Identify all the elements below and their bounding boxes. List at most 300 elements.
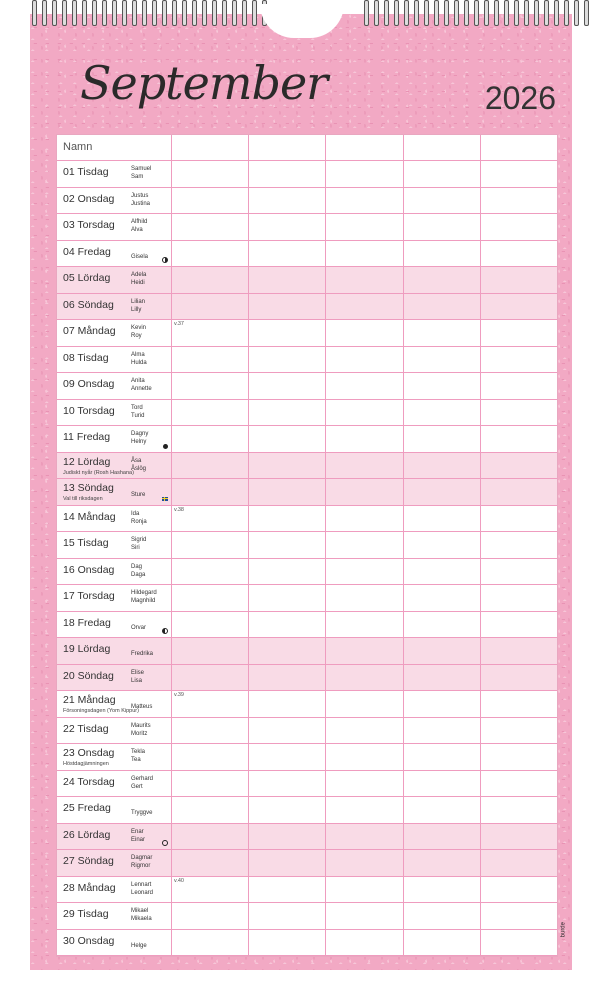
name-day: Daga	[131, 571, 146, 578]
day-row	[57, 267, 557, 294]
entry-cell[interactable]	[326, 320, 403, 346]
entry-cell[interactable]	[404, 877, 481, 903]
name-day: Gert	[131, 783, 143, 790]
entry-cell[interactable]	[249, 638, 326, 664]
entry-cell[interactable]	[326, 903, 403, 929]
name-day: Åslög	[131, 465, 147, 472]
entry-cell[interactable]	[481, 691, 557, 717]
entry-cell[interactable]	[326, 797, 403, 823]
entry-cell[interactable]	[404, 426, 481, 452]
entry-cell[interactable]	[249, 479, 326, 505]
entry-cell[interactable]	[404, 532, 481, 558]
entry-cell[interactable]	[172, 665, 249, 691]
entry-cell[interactable]	[249, 506, 326, 532]
name-day: Gerhard	[131, 775, 154, 782]
entry-cell[interactable]	[249, 188, 326, 214]
entry-cell[interactable]	[249, 161, 326, 187]
entry-cell[interactable]	[326, 479, 403, 505]
name-day: Roy	[131, 333, 142, 339]
entry-cell[interactable]	[481, 267, 557, 293]
entry-cell[interactable]	[481, 161, 557, 187]
day-row	[57, 797, 557, 824]
entry-cell[interactable]	[404, 188, 481, 214]
name-day: Sam	[131, 174, 144, 180]
entry-cell[interactable]	[404, 903, 481, 929]
name-day: Dagmar	[131, 855, 153, 861]
entry-cell[interactable]	[404, 718, 481, 744]
name-day: Åsa	[131, 457, 142, 464]
entry-cell[interactable]	[172, 691, 249, 717]
year-label: 2026	[484, 80, 556, 116]
name-input-cell[interactable]	[404, 135, 481, 160]
name-day: Dagny	[131, 431, 149, 437]
entry-cell[interactable]	[172, 877, 249, 903]
day-label: 03 Torsdag	[63, 219, 115, 231]
entry-cell[interactable]	[326, 638, 403, 664]
name-day: Mikael	[131, 908, 149, 914]
entry-cell[interactable]	[249, 691, 326, 717]
name-day-list	[131, 775, 153, 791]
entry-cell[interactable]	[249, 744, 326, 770]
entry-cell[interactable]	[249, 612, 326, 638]
name-day: Helge	[131, 942, 147, 949]
holiday-note: Försoningsdagen (Yom Kippur)	[63, 708, 139, 714]
name-day: Maurits	[131, 722, 151, 729]
entry-cell[interactable]	[481, 506, 557, 532]
entry-cell[interactable]	[326, 347, 403, 373]
entry-cell[interactable]	[326, 877, 403, 903]
entry-cell[interactable]	[172, 532, 249, 558]
day-cell	[57, 903, 172, 929]
name-day: Matteus	[131, 704, 153, 710]
entry-cell[interactable]	[404, 479, 481, 505]
day-row	[57, 453, 557, 480]
day-label: 14 Måndag	[63, 510, 116, 523]
week-number: v.40	[174, 877, 184, 884]
day-row	[57, 294, 557, 321]
entry-cell[interactable]	[249, 930, 326, 956]
name-day-list	[131, 192, 150, 208]
day-cell	[57, 426, 172, 452]
entry-cell[interactable]	[326, 426, 403, 452]
name-day-list	[131, 669, 144, 685]
day-label: 17 Torsdag	[63, 590, 115, 602]
entry-cell[interactable]	[481, 771, 557, 797]
name-day-list	[131, 722, 151, 738]
day-row	[57, 903, 557, 930]
name-input-cell[interactable]	[172, 135, 249, 160]
entry-cell[interactable]	[172, 797, 249, 823]
entry-cell[interactable]	[172, 638, 249, 664]
day-label: 25 Fredag	[63, 802, 111, 814]
entry-cell[interactable]	[481, 241, 557, 267]
entry-cell[interactable]	[404, 612, 481, 638]
day-cell	[57, 506, 172, 532]
name-day: Anita	[131, 378, 145, 384]
day-cell	[57, 824, 172, 850]
entry-cell[interactable]	[249, 294, 326, 320]
name-day-list	[131, 510, 147, 526]
name-day-list	[131, 650, 153, 658]
entry-cell[interactable]	[249, 347, 326, 373]
entry-cell[interactable]	[326, 373, 403, 399]
entry-cell[interactable]	[404, 691, 481, 717]
entry-cell[interactable]	[249, 877, 326, 903]
name-day-list	[131, 165, 151, 181]
entry-cell[interactable]	[326, 585, 403, 611]
entry-cell[interactable]	[404, 161, 481, 187]
day-row	[57, 347, 557, 374]
day-label: 24 Torsdag	[63, 775, 115, 788]
entry-cell[interactable]	[481, 877, 557, 903]
name-day: Alfhild	[131, 219, 148, 225]
entry-cell[interactable]	[172, 320, 249, 346]
entry-cell[interactable]	[172, 585, 249, 611]
entry-cell[interactable]	[326, 691, 403, 717]
name-day: Sigrid	[131, 537, 147, 543]
entry-cell[interactable]	[172, 506, 249, 532]
entry-cell[interactable]	[326, 294, 403, 320]
entry-cell[interactable]	[172, 824, 249, 850]
name-day-list	[131, 907, 152, 923]
entry-cell[interactable]	[249, 400, 326, 426]
day-cell	[57, 188, 172, 214]
day-cell	[57, 850, 172, 876]
entry-cell[interactable]	[481, 373, 557, 399]
name-day-list	[131, 253, 148, 261]
entry-cell[interactable]	[404, 241, 481, 267]
entry-cell[interactable]	[249, 320, 326, 346]
entry-cell[interactable]	[249, 771, 326, 797]
day-row	[57, 532, 557, 559]
day-row	[57, 718, 557, 745]
day-label: 13 Söndag	[63, 482, 114, 494]
name-day-list	[131, 589, 157, 605]
week-number: v.39	[174, 692, 184, 698]
name-day: Lennart	[131, 881, 152, 888]
day-label: 22 Tisdag	[63, 722, 109, 735]
entry-cell[interactable]	[481, 400, 557, 426]
name-day: Dag	[131, 563, 143, 570]
day-row	[57, 850, 557, 877]
entry-cell[interactable]	[249, 585, 326, 611]
entry-cell[interactable]	[404, 744, 481, 770]
entry-cell[interactable]	[481, 824, 557, 850]
day-cell	[57, 347, 172, 373]
name-day: Leonard	[131, 889, 154, 896]
name-day: Enar	[131, 828, 144, 835]
day-row	[57, 665, 557, 692]
entry-cell[interactable]	[481, 214, 557, 240]
entry-cell[interactable]	[326, 930, 403, 956]
day-cell	[57, 400, 172, 426]
entry-cell[interactable]	[249, 559, 326, 585]
entry-cell[interactable]	[404, 320, 481, 346]
name-day-list	[131, 457, 146, 473]
name-day: Tryggve	[131, 810, 153, 816]
entry-cell[interactable]	[326, 559, 403, 585]
day-label: 02 Onsdag	[63, 192, 115, 205]
entry-cell[interactable]	[404, 665, 481, 691]
day-label: 28 Måndag	[63, 881, 116, 894]
name-day: Lilly	[131, 306, 142, 313]
entry-cell[interactable]	[172, 347, 249, 373]
day-label: 20 Söndag	[63, 669, 114, 682]
entry-cell[interactable]	[404, 771, 481, 797]
entry-cell[interactable]	[404, 850, 481, 876]
entry-cell[interactable]	[172, 930, 249, 956]
entry-cell[interactable]	[481, 320, 557, 346]
entry-cell[interactable]	[404, 797, 481, 823]
entry-cell[interactable]	[172, 267, 249, 293]
entry-cell[interactable]	[172, 771, 249, 797]
entry-cell[interactable]	[404, 559, 481, 585]
entry-cell[interactable]	[481, 347, 557, 373]
entry-cell[interactable]	[172, 214, 249, 240]
day-label: 23 Onsdag	[63, 747, 115, 759]
name-day: Samuel	[131, 166, 152, 172]
entry-cell[interactable]	[481, 559, 557, 585]
name-day-list	[131, 703, 152, 711]
entry-cell[interactable]	[481, 188, 557, 214]
name-day: Tea	[131, 757, 141, 763]
entry-cell[interactable]	[172, 744, 249, 770]
name-day: Sture	[131, 492, 146, 498]
entry-cell[interactable]	[404, 930, 481, 956]
name-day: Justus	[131, 192, 149, 199]
name-day-list	[131, 271, 146, 287]
name-day: Ronja	[131, 518, 147, 525]
day-cell	[57, 214, 172, 240]
day-label: 26 Lördag	[63, 828, 111, 841]
day-row	[57, 877, 557, 904]
name-day-list	[131, 377, 152, 393]
name-day: Helny	[131, 439, 147, 445]
entry-cell[interactable]	[481, 532, 557, 558]
name-day: Hildegard	[131, 590, 157, 596]
name-day-list	[131, 491, 145, 499]
entry-cell[interactable]	[326, 241, 403, 267]
day-row	[57, 691, 557, 718]
entry-cell[interactable]	[481, 797, 557, 823]
day-cell	[57, 241, 172, 267]
holiday-note: Höstdagjämningen	[63, 761, 109, 767]
entry-cell[interactable]	[326, 612, 403, 638]
entry-cell[interactable]	[326, 744, 403, 770]
entry-cell[interactable]	[404, 400, 481, 426]
name-day-list	[131, 351, 147, 367]
entry-cell[interactable]	[249, 665, 326, 691]
name-day: Hulda	[131, 359, 147, 366]
day-label: 05 Lördag	[63, 272, 111, 284]
name-day: Siri	[131, 545, 140, 551]
entry-cell[interactable]	[404, 373, 481, 399]
name-day-list	[131, 809, 152, 817]
entry-cell[interactable]	[326, 400, 403, 426]
day-label: 16 Onsdag	[63, 563, 115, 576]
entry-cell[interactable]	[172, 241, 249, 267]
entry-cell[interactable]	[404, 267, 481, 293]
entry-cell[interactable]	[172, 479, 249, 505]
name-day: Elise	[131, 669, 145, 676]
day-row	[57, 585, 557, 612]
name-input-cell[interactable]	[326, 135, 403, 160]
entry-cell[interactable]	[326, 718, 403, 744]
day-label: 21 Måndag	[63, 694, 116, 706]
name-day: Alva	[131, 227, 143, 233]
entry-cell[interactable]	[326, 267, 403, 293]
entry-cell[interactable]	[481, 903, 557, 929]
name-day: Justina	[131, 200, 151, 207]
entry-cell[interactable]	[172, 559, 249, 585]
entry-cell[interactable]	[249, 532, 326, 558]
week-number: v.37	[174, 321, 184, 327]
name-day-list	[131, 563, 145, 579]
entry-cell[interactable]	[326, 771, 403, 797]
day-row	[57, 771, 557, 798]
day-row	[57, 161, 557, 188]
day-cell	[57, 585, 172, 611]
day-cell	[57, 744, 172, 770]
name-day: Alma	[131, 351, 145, 358]
entry-cell[interactable]	[481, 850, 557, 876]
name-day-list	[131, 218, 147, 234]
day-cell	[57, 771, 172, 797]
entry-cell[interactable]	[249, 453, 326, 479]
name-day: Adela	[131, 272, 147, 278]
entry-cell[interactable]	[172, 426, 249, 452]
day-cell	[57, 877, 172, 903]
entry-cell[interactable]	[404, 294, 481, 320]
name-day: Orvar	[131, 624, 146, 631]
name-day-list	[131, 854, 152, 870]
entry-cell[interactable]	[172, 453, 249, 479]
entry-cell[interactable]	[404, 453, 481, 479]
entry-cell[interactable]	[404, 506, 481, 532]
entry-cell[interactable]	[404, 585, 481, 611]
day-cell	[57, 161, 172, 187]
entry-cell[interactable]	[404, 214, 481, 240]
entry-cell[interactable]	[481, 718, 557, 744]
entry-cell[interactable]	[172, 612, 249, 638]
entry-cell[interactable]	[249, 797, 326, 823]
entry-cell[interactable]	[481, 479, 557, 505]
day-cell	[57, 930, 172, 956]
name-day-list	[131, 942, 147, 950]
entry-cell[interactable]	[326, 453, 403, 479]
day-cell	[57, 373, 172, 399]
name-day-list	[131, 298, 145, 314]
day-cell	[57, 532, 172, 558]
entry-cell[interactable]	[326, 188, 403, 214]
entry-cell[interactable]	[481, 665, 557, 691]
name-input-cell[interactable]	[249, 135, 326, 160]
moon-phase-icon	[163, 444, 168, 449]
entry-cell[interactable]	[249, 214, 326, 240]
entry-cell[interactable]	[249, 426, 326, 452]
name-label: Namn	[63, 141, 93, 153]
day-row	[57, 612, 557, 639]
entry-cell[interactable]	[172, 373, 249, 399]
entry-cell[interactable]	[481, 744, 557, 770]
day-cell	[57, 320, 172, 346]
entry-cell[interactable]	[481, 638, 557, 664]
entry-cell[interactable]	[249, 241, 326, 267]
day-cell	[57, 453, 172, 479]
name-input-cell[interactable]	[481, 135, 557, 160]
holiday-note: Val till riksdagen	[63, 496, 103, 502]
name-day: Turid	[131, 412, 145, 419]
day-row	[57, 241, 557, 268]
day-label: 07 Måndag	[63, 325, 116, 337]
name-day-list	[131, 624, 146, 632]
name-day: Lisa	[131, 677, 143, 684]
entry-cell[interactable]	[326, 214, 403, 240]
entry-cell[interactable]	[172, 850, 249, 876]
entry-cell[interactable]	[481, 426, 557, 452]
entry-cell[interactable]	[481, 294, 557, 320]
day-label: 11 Fredag	[63, 431, 111, 443]
entry-cell[interactable]	[249, 824, 326, 850]
entry-cell[interactable]	[326, 506, 403, 532]
entry-cell[interactable]	[249, 267, 326, 293]
entry-cell[interactable]	[404, 638, 481, 664]
entry-cell[interactable]	[404, 824, 481, 850]
entry-cell[interactable]	[172, 903, 249, 929]
week-number: v.38	[174, 506, 184, 513]
entry-cell[interactable]	[249, 903, 326, 929]
name-day-list	[131, 881, 153, 897]
name-day: Tekla	[131, 749, 146, 755]
moon-phase-icon	[162, 628, 168, 634]
entry-cell[interactable]	[481, 585, 557, 611]
entry-cell[interactable]	[481, 612, 557, 638]
entry-cell[interactable]	[249, 850, 326, 876]
day-row	[57, 930, 557, 957]
month-title: September	[80, 56, 328, 110]
entry-cell[interactable]	[172, 718, 249, 744]
entry-cell[interactable]	[172, 294, 249, 320]
entry-cell[interactable]	[326, 850, 403, 876]
entry-cell[interactable]	[326, 532, 403, 558]
entry-cell[interactable]	[249, 373, 326, 399]
entry-cell[interactable]	[326, 665, 403, 691]
day-label: 12 Lördag	[63, 455, 111, 468]
day-label: 04 Fredag	[63, 245, 111, 258]
brand-logo: burde	[560, 922, 566, 938]
entry-cell[interactable]	[172, 161, 249, 187]
entry-cell[interactable]	[326, 824, 403, 850]
day-row	[57, 559, 557, 586]
entry-cell[interactable]	[172, 400, 249, 426]
entry-cell[interactable]	[404, 347, 481, 373]
entry-cell[interactable]	[249, 718, 326, 744]
day-label: 10 Torsdag	[63, 404, 115, 417]
entry-cell[interactable]	[481, 453, 557, 479]
left-spiral-binding	[32, 0, 267, 30]
day-label: 27 Söndag	[63, 855, 114, 867]
entry-cell[interactable]	[172, 188, 249, 214]
day-cell	[57, 665, 172, 691]
day-label: 30 Onsdag	[63, 934, 115, 947]
day-label: 01 Tisdag	[63, 166, 109, 178]
day-row	[57, 400, 557, 427]
entry-cell[interactable]	[481, 930, 557, 956]
day-cell	[57, 638, 172, 664]
entry-cell[interactable]	[326, 161, 403, 187]
day-cell	[57, 479, 172, 505]
name-day: Annette	[131, 386, 152, 392]
